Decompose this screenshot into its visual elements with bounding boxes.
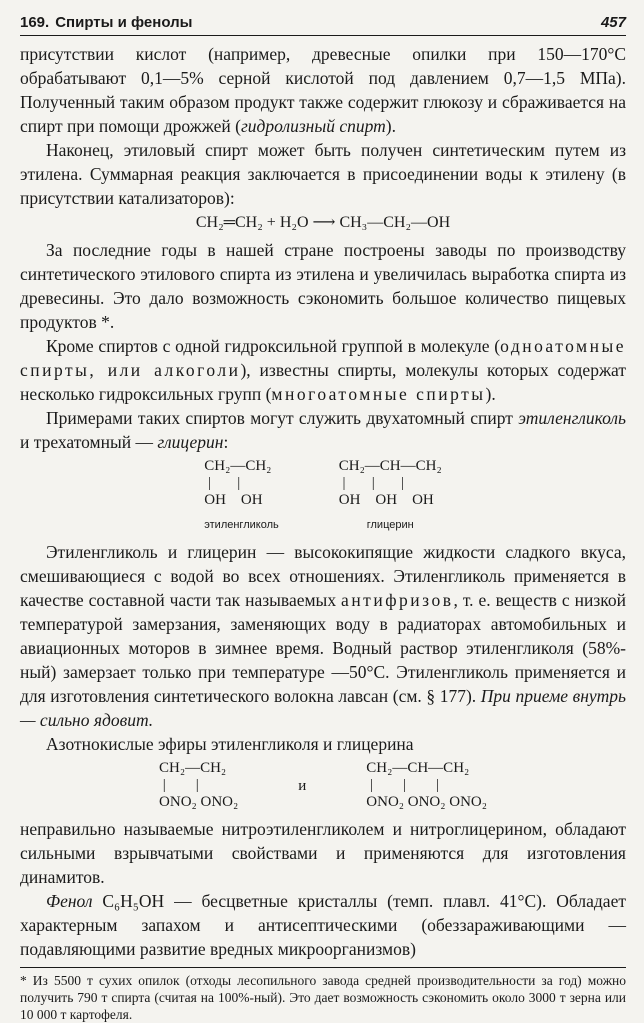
- spaced-term: одноатомные спирты, или алкоголи: [20, 336, 626, 380]
- footnote: * Из 5500 т сухих опилок (отходы лесопильного завода средней производительности за год) можно получить 790 т спирта (считая на 100%-ный). Это дает возможность сэкономить около 3000 т зерна или 10 000 т картофеля.: [20, 967, 626, 1023]
- glycerol-structure: [339, 458, 442, 534]
- running-header: [20, 14, 626, 36]
- glycerol-nitrate-structure: [366, 760, 487, 811]
- glycol-nitrate-structure: [159, 760, 238, 811]
- glycol-formula: CH₂—CH₂ | | OH OH: [204, 458, 272, 508]
- conjunction: и: [298, 777, 307, 794]
- paragraph: [20, 334, 626, 406]
- header-left: [20, 14, 192, 31]
- text-run: :: [223, 432, 229, 452]
- italic-term: этиленгликоль: [518, 408, 626, 428]
- text-run: , т. е. веществ с низкой температурой замерзания, заменяющих воду в радиаторах автомобильных и авиационных моторов в зимнее время. Водный раствор этиленгликоля (58%-ный) замерзает только при температуре —50°С. Этиленгликоль применяется и для изготовления синтетического волокна лавсан (см. § 177).: [20, 590, 626, 706]
- glycol-label: этиленгликоль: [204, 519, 279, 531]
- italic-term: глицерин: [157, 432, 224, 452]
- italic-term: гидролизный спирт: [240, 116, 386, 136]
- text-run: Кроме спиртов с одной гидроксильной группой в молекуле (: [46, 336, 501, 356]
- body-text: [20, 42, 626, 961]
- text-run: присутствии кислот (например, древесные опилки при 150—170°С обрабатывают 0,1—5% серной кислотой под давлением 0,7—1,5 МПа). Полученный таким образом продукт также содержит глюкозу и сбраживается на спирт при помощи дрожжей (: [20, 44, 626, 136]
- italic-term: Фенол: [46, 891, 93, 911]
- section-title: Спирты и фенолы: [55, 14, 193, 31]
- alcohol-structures: [20, 458, 626, 534]
- spaced-term: многоатомные спирты: [271, 384, 486, 404]
- section-number: 169.: [20, 14, 50, 31]
- glycerol-label: глицерин: [366, 519, 414, 531]
- page-number: 457: [600, 14, 626, 31]
- text-run: C₆H₅OH — бесцветные кристаллы (темп. плавл. 41°С). Обладает характерным запахом и антисептическими (обеззараживающими — подавляющими развитие вредных микроорганизмов): [20, 891, 626, 959]
- glycol-structure: [204, 458, 278, 534]
- paragraph: [20, 406, 626, 454]
- paragraph: Наконец, этиловый спирт может быть получен синтетическим путем из этилена. Суммарная реакция заключается в присоединении воды к этилену (в присутствии катализаторов):: [20, 140, 626, 208]
- paragraph: [20, 42, 626, 138]
- paragraph: неправильно называемые нитроэтиленгликолем и нитроглицерином, обладают сильными взрывчатыми свойствами и применяются для изготовления динамитов.: [20, 819, 626, 887]
- text-run: Примерами таких спиртов могут служить двухатомный спирт: [46, 408, 519, 428]
- text-run: ), известны спирты, молекулы которых содержат несколько гидроксильных групп (: [20, 360, 627, 404]
- glycol-nitrate-formula: CH₂—CH₂ | | ONO₂ ONO₂: [159, 760, 239, 810]
- text-run: Этиленгликоль и глицерин — высококипящие жидкости сладкого вкуса, смешивающиеся с водой во всех отношениях. Этиленгликоль применяется в качестве составной части так называемых: [20, 542, 626, 610]
- page: [20, 14, 626, 1023]
- paragraph: [20, 889, 626, 961]
- text-run: ).: [485, 384, 496, 404]
- paragraph: За последние годы в нашей стране построены заводы по производству синтетического этилового спирта из этилена и увеличилась выработка спирта из древесины. Это дало возможность сэкономить большое количество пищевых продуктов *.: [20, 240, 626, 332]
- glycerol-formula: CH₂—CH—CH₂ | | | OH OH OH: [338, 458, 442, 508]
- nitrate-structures: [20, 760, 626, 811]
- text-run: ).: [385, 116, 396, 136]
- reaction-formula: CH₂═CH₂ + H₂O ⟶ CH₃—CH₂—OH: [195, 214, 451, 231]
- text-run: и трехатомный —: [20, 432, 158, 452]
- glycerol-nitrate-formula: CH₂—CH—CH₂ | | | ONO₂ ONO₂ ONO₂: [366, 760, 487, 810]
- paragraph: Азотнокислые эфиры этиленгликоля и глицерина: [46, 734, 414, 754]
- paragraph: [20, 540, 626, 732]
- spaced-term: антифризов: [341, 590, 454, 610]
- italic-warning: При приеме внутрь — сильно ядовит.: [20, 686, 626, 730]
